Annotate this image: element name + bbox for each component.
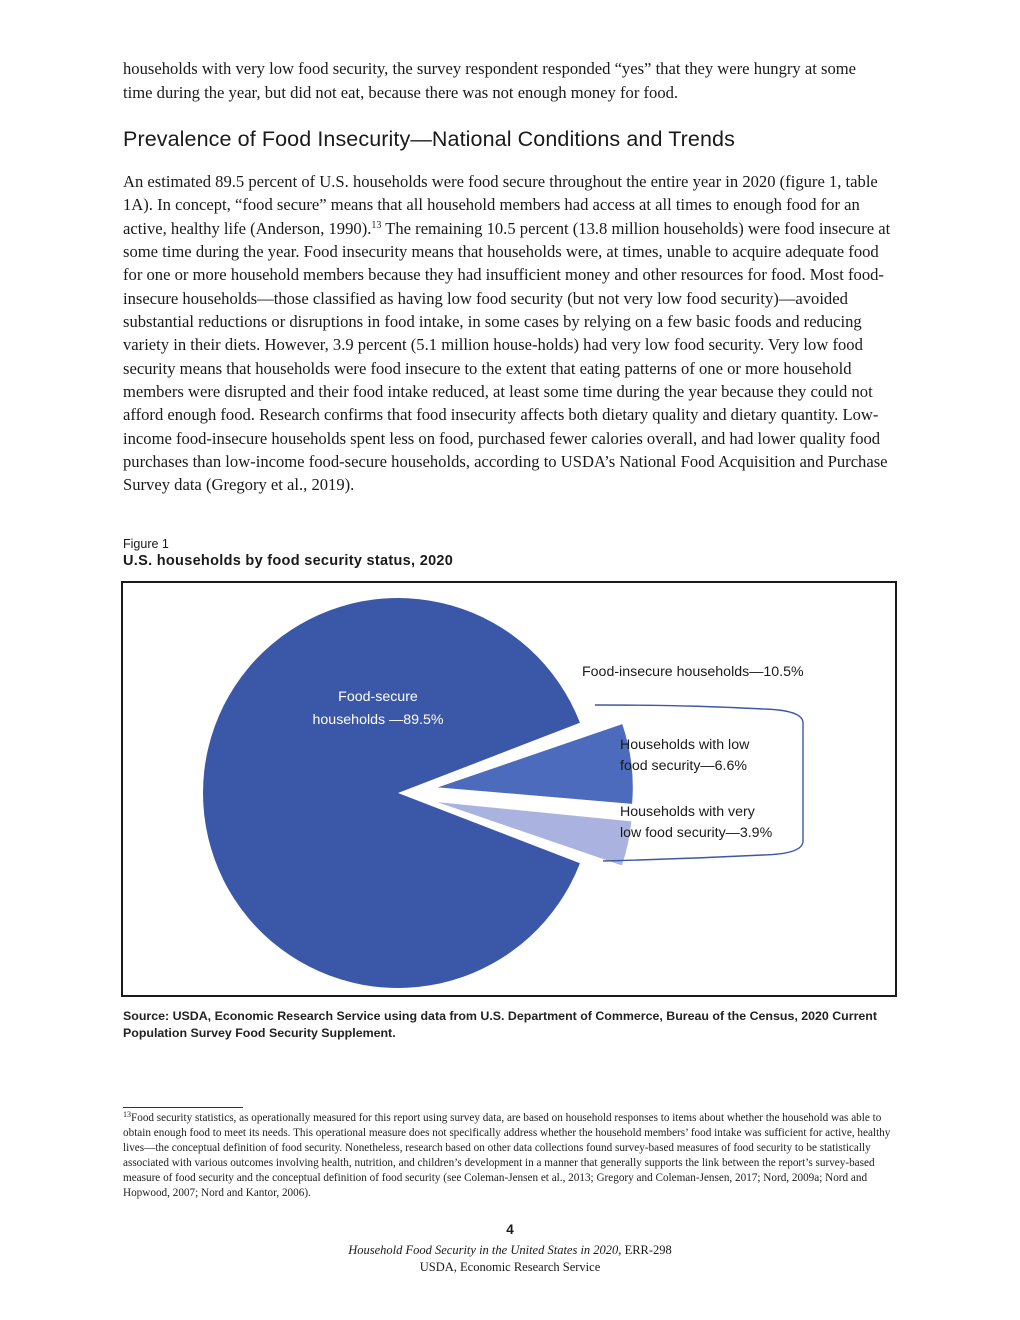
pie-slices [203,598,633,988]
label-food-secure: Food-secure households —89.5% [312,689,444,728]
chart-frame [121,581,897,997]
section-heading: Prevalence of Food Insecurity—National Conditions and Trends [123,127,735,151]
label-very-low-food-security: Households with very low food security—3.9% [620,804,773,841]
intro-paragraph: households with very low food security, the survey respondent responded “yes” that they were hungry at some time during the year, but did not eat, because there was not enough money for food. [123,59,857,102]
footer-report-title: Household Food Security in the United States in 2020, [348,1243,622,1257]
footnote-reference[interactable]: 13 [371,219,382,231]
body-text-part1: An estimated 89.5 percent of U.S. households were food secure throughout the entire year in 2020 (figure 1, table 1A). In concept, “food secure” means that all household members had access at all times to enough food for an active, healthy life (Anderson, 1990). [123,172,878,238]
footer-report-id: ERR-298 [621,1243,672,1257]
figure-title: U.S. households by food security status, 2020 [123,553,454,569]
body-paragraph [123,170,898,497]
page-number: 4 [506,1222,514,1237]
footnote-rule [123,1107,243,1108]
figure-source: Source: USDA, Economic Research Service using data from U.S. Department of Commerce, Bureau of the Census, 2020 Current Population Survey Food Security Supplement. [123,1009,877,1040]
pie-chart [123,583,895,995]
label-low-food-security: Households with low food security—6.6% [620,737,750,774]
footer-agency: USDA, Economic Research Service [419,1260,601,1274]
figure-label: Figure 1 [123,537,169,551]
footnote-text: Food security statistics, as operationally measured for this report using survey data, are based on household responses to items about whether the household was able to obtain enough food to meet its needs. This operational measure does not specifically address whether the household members’ food intake was sufficient for active, healthy lives—the conceptual definition of food security. Nonetheless, research based on other data collections found survey-based measures of food security to be statistically associated with various outcomes involving health, nutrition, and children’s development in a manner that generally supports the link between the report’s survey-based measure of food security and the conceptual definition of food security (see Coleman-Jensen et al., 2013; Gregory and Coleman-Jensen, 2017; Nord, 2009a; Nord and Hopwood, 2007; Nord and Kantor, 2006). [123,1112,891,1199]
label-food-insecure-group: Food-insecure households—10.5% [582,664,804,680]
body-text-part2: The remaining 10.5 percent (13.8 million households) were food insecure at some time during the year. Food insecurity means that households were, at times, unable to acquire adequate food for one or more household members because they had insufficient money and other resources for food. Most food-insecure households—those classified as having low food security (but not very low food security)—avoided substantial reductions or disruptions in food intake, in some cases by relying on a few basic foods and reducing variety in their diets. However, 3.9 percent (5.1 million house-holds) had very low food security. Very low food security means that households were food insecure to the extent that eating patterns of one or more household members were disrupted and their food intake reduced, at least some time during the year because they could not afford enough food. Research confirms that food insecurity affects both dietary quality and dietary quantity. Low-income food-insecure households spent less on food, purchased fewer calories overall, and had lower quality food purchases than low-income food-secure households, according to USDA’s National Food Acquisition and Purchase Survey data (Gregory et al., 2019). [123,218,891,495]
footnote-number: 13 [123,1110,131,1119]
footer-report-line [0,1243,1020,1258]
footnote [123,1111,893,1201]
